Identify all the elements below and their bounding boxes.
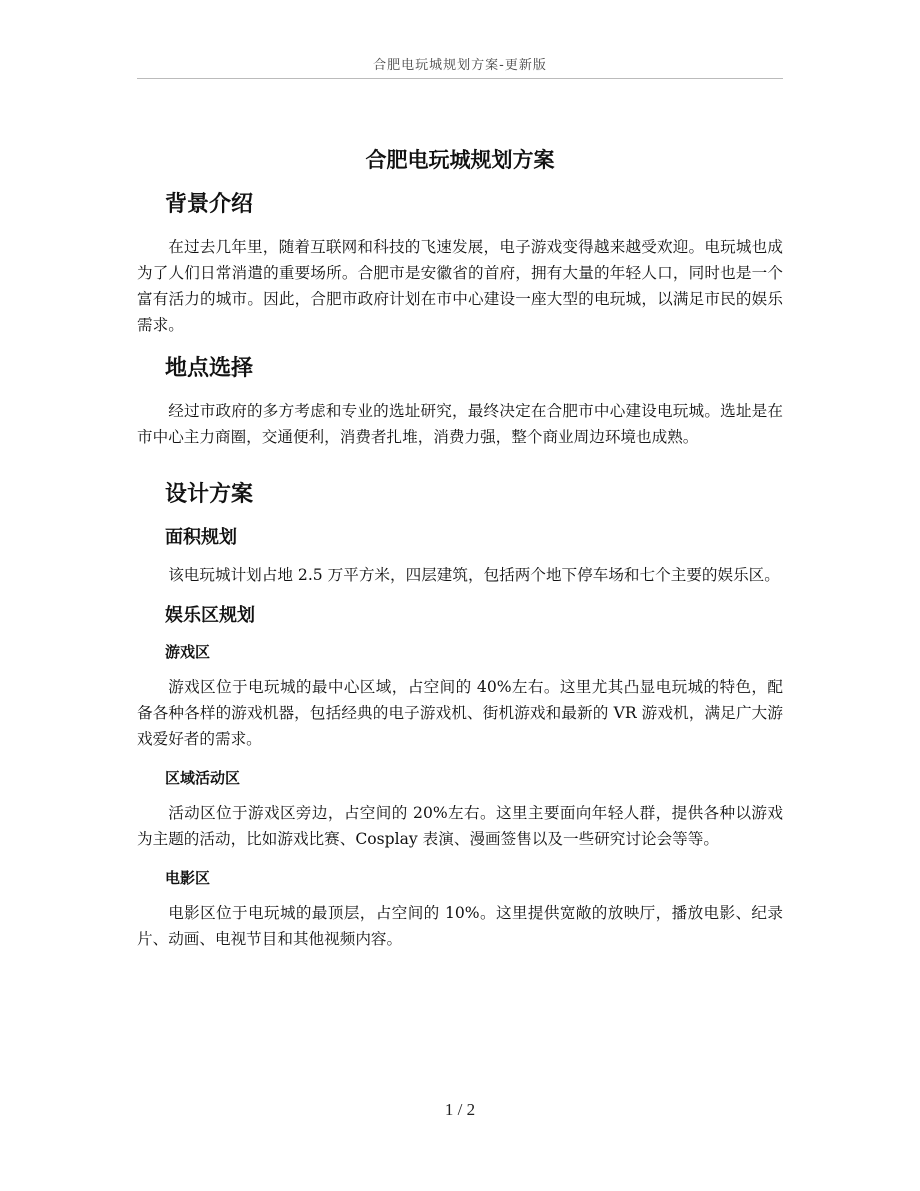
paragraph-cinema-zone: 电影区位于电玩城的最顶层，占空间的 10%。这里提供宽敞的放映厅，播放电影、纪录片、动画、电视节目和其他视频内容。: [137, 904, 783, 948]
paragraph-area: 该电玩城计划占地 2.5 万平方米，四层建筑，包括两个地下停车场和七个主要的娱乐区。: [168, 566, 780, 584]
section-heading-location: 地点选择: [165, 356, 254, 381]
paragraph-game-zone: 游戏区位于电玩城的最中心区域，占空间的 40%左右。这里尤其凸显电玩城的特色，配备各种各样的游戏机器，包括经典的电子游戏机、街机游戏和最新的 VR 游戏机，满足广大游戏爱好者的需求。: [137, 678, 783, 748]
spacer: [137, 464, 783, 478]
running-header: 合肥电玩城规划方案-更新版: [373, 58, 547, 73]
paragraph-location: 经过市政府的多方考虑和专业的选址研究，最终决定在合肥市中心建设电玩城。选址是在市中心主力商圈，交通便利，消费者扎堆，消费力强，整个商业周边环境也成熟。: [137, 402, 783, 446]
subsection-heading-zones: 娱乐区规划: [165, 605, 255, 626]
zone-heading-game: 游戏区: [165, 643, 211, 661]
zone-heading-cinema: 电影区: [165, 869, 211, 887]
section-heading-design: 设计方案: [165, 482, 254, 507]
subsection-heading-area: 面积规划: [165, 527, 237, 548]
page-number: 1 / 2: [444, 1100, 476, 1119]
zone-heading-activity: 区域活动区: [165, 769, 241, 787]
section-heading-background: 背景介绍: [165, 192, 254, 217]
document-title: 合肥电玩城规划方案: [365, 148, 555, 172]
paragraph-activity-zone: 活动区位于游戏区旁边，占空间的 20%左右。这里主要面向年轻人群，提供各种以游戏为主题的活动，比如游戏比赛、Cosplay 表演、漫画签售以及一些研究讨论会等等。: [137, 804, 783, 848]
document-body: [137, 140, 783, 966]
header-divider: [137, 78, 783, 79]
paragraph-background: 在过去几年里，随着互联网和科技的飞速发展，电子游戏变得越来越受欢迎。电玩城也成为了人们日常消遣的重要场所。合肥市是安徽省的首府，拥有大量的年轻人口，同时也是一个富有活力的城市。因此，合肥市政府计划在市中心建设一座大型的电玩城，以满足市民的娱乐需求。: [137, 238, 783, 334]
